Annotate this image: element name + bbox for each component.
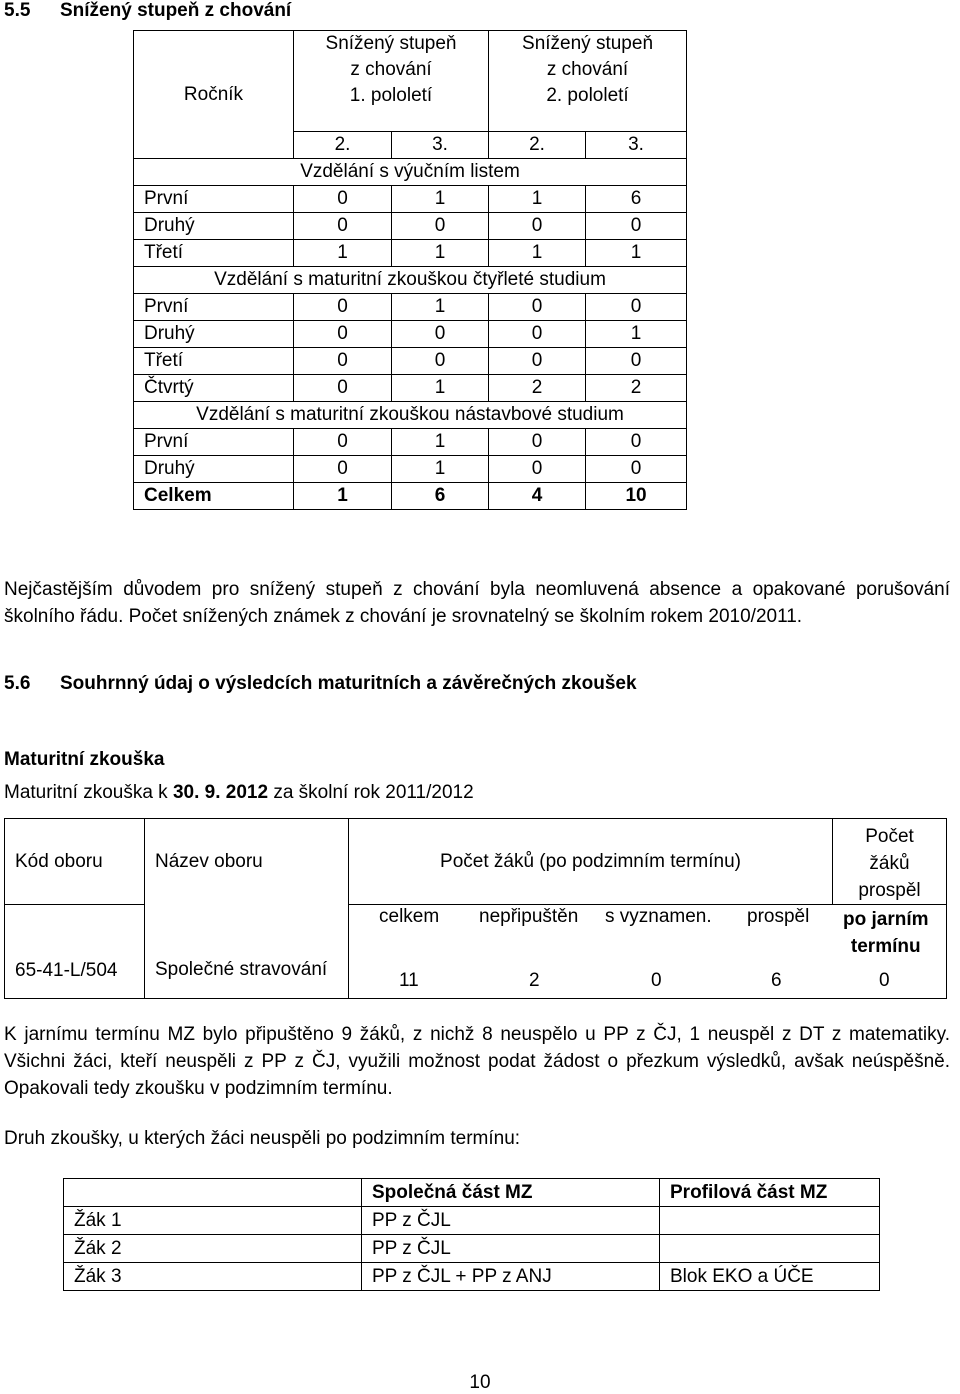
row-value: 0: [392, 348, 489, 375]
header-pocet-zaku: Počet žáků (po podzimním termínu): [349, 819, 833, 905]
section-title: Snížený stupeň z chování: [60, 0, 292, 21]
row-value: 1: [392, 186, 489, 213]
table-row: [134, 375, 687, 402]
row-value: 1: [392, 375, 489, 402]
category-row: [134, 267, 687, 294]
value-celkem: 11: [399, 970, 419, 991]
header-cell: Společná část MZ: [362, 1179, 660, 1207]
row-value: 2: [489, 375, 586, 402]
row-value: 1: [392, 456, 489, 483]
maturita-date-suffix: za školní rok 2011/2012: [268, 782, 474, 803]
total-value: 10: [586, 483, 687, 510]
total-value: 4: [489, 483, 586, 510]
row-value: 0: [489, 213, 586, 240]
row-value: 0: [489, 456, 586, 483]
header-first-half-line1: Snížený stupeň: [325, 33, 457, 54]
row-value: 1: [489, 186, 586, 213]
section-number: 5.5: [4, 0, 31, 21]
row-label: Druhý: [134, 213, 294, 240]
row-label: Třetí: [134, 240, 294, 267]
table-row: [134, 186, 687, 213]
header-cell: Profilová část MZ: [660, 1179, 880, 1207]
row-label: První: [134, 429, 294, 456]
sub-po-jarnim-line1: po jarním: [843, 909, 929, 930]
category-title: Vzdělání s maturitní zkouškou nástavbové studium: [134, 402, 687, 429]
row-label: První: [134, 186, 294, 213]
row-value: 0: [489, 429, 586, 456]
table-row: [134, 213, 687, 240]
table-cell: PP z ČJL + PP z ANJ: [362, 1263, 660, 1291]
results-cell: [349, 905, 947, 999]
section-title: Souhrnný údaj o výsledcích maturitních a závěrečných zkoušek: [60, 673, 637, 694]
table-cell: [660, 1235, 880, 1263]
table-row: [134, 348, 687, 375]
row-value: 0: [294, 375, 392, 402]
maturita-date-prefix: Maturitní zkouška k: [4, 782, 173, 803]
paragraph-spring-term: K jarnímu termínu MZ bylo připuštěno 9 žáků, z nichž 8 neuspělo u PP z ČJ, 1 neuspěl z DT z matematiky. Všichni žáci, kteří neuspěli z PP z ČJ, využili možnost podat žádost o přezkum výsledků, avšak neúspěšně. Opakovali tedy zkoušku v podzimním termínu.: [4, 1024, 950, 1099]
sub-vyznamen: s vyznamen.: [605, 906, 712, 927]
failed-exams-table: [63, 1178, 880, 1291]
row-value: 1: [392, 294, 489, 321]
row-value: 0: [489, 294, 586, 321]
behaviour-grade-table: [133, 30, 687, 510]
row-value: 0: [392, 213, 489, 240]
sub-prospel: prospěl: [747, 906, 810, 927]
table-row: [64, 1235, 880, 1263]
row-value: 1: [392, 240, 489, 267]
row-value: 0: [294, 348, 392, 375]
table-row: [134, 240, 687, 267]
row-value: 0: [294, 456, 392, 483]
row-label: Druhý: [134, 321, 294, 348]
subheader-cell: 3.: [586, 132, 687, 159]
header-first-half-line2: z chování: [350, 59, 432, 80]
row-value: 6: [586, 186, 687, 213]
header-rocnik: Ročník: [134, 31, 294, 159]
header-prospel: [833, 819, 947, 905]
section-number: 5.6: [4, 673, 31, 694]
table-row: [134, 456, 687, 483]
row-value: 0: [294, 186, 392, 213]
row-value: 1: [586, 321, 687, 348]
value-prospel: 6: [771, 970, 782, 991]
behaviour-table-body: [134, 159, 687, 510]
header-kod-oboru: Kód oboru: [5, 819, 145, 905]
paragraph-exam-types: Druh zkoušky, u kterých žáci neuspěli po podzimním termínu:: [4, 1128, 521, 1149]
row-value: 1: [294, 240, 392, 267]
row-value: 0: [586, 294, 687, 321]
row-value: 0: [294, 429, 392, 456]
table-row: [64, 1207, 880, 1235]
header-nazev-oboru: Název oboru: [145, 819, 349, 905]
sub-nepripusten: nepřipuštěn: [479, 906, 579, 927]
category-title: Vzdělání s výučním listem: [134, 159, 687, 186]
row-value: 2: [586, 375, 687, 402]
row-label: První: [134, 294, 294, 321]
table-cell: PP z ČJL: [362, 1207, 660, 1235]
table-cell: Žák 2: [64, 1235, 362, 1263]
paragraph-reason: Nejčastějším důvodem pro snížený stupeň z chování byla neomluvená absence a opakované porušování školního řádu. Počet snížených známek z chování je srovnatelný se školním rokem 2010/2011.: [4, 579, 950, 627]
value-nepripusten: 2: [529, 970, 540, 991]
row-value: 0: [392, 321, 489, 348]
total-value: 6: [392, 483, 489, 510]
value-po-jarnim: 0: [879, 970, 890, 991]
failed-exams-body: [64, 1179, 880, 1291]
header-second-half-line3: 2. pololetí: [546, 85, 629, 106]
subheader-cell: 2.: [489, 132, 586, 159]
table-row: [64, 1263, 880, 1291]
table-cell: [660, 1207, 880, 1235]
row-value: 0: [586, 213, 687, 240]
value-vyznamen: 0: [651, 970, 662, 991]
header-prospel-line1: Počet žáků: [865, 826, 914, 874]
row-value: 1: [489, 240, 586, 267]
table-cell: Žák 3: [64, 1263, 362, 1291]
row-value: 0: [489, 321, 586, 348]
maturita-results-table: [4, 818, 947, 999]
header-first-half: [294, 31, 489, 132]
sub-po-jarnim: [843, 906, 929, 960]
table-row: [134, 429, 687, 456]
row-value: 0: [294, 294, 392, 321]
row-kod-oboru: 65-41-L/504: [5, 905, 145, 999]
subheader-cell: 2.: [294, 132, 392, 159]
row-value: 1: [392, 429, 489, 456]
row-label: Čtvrtý: [134, 375, 294, 402]
table-cell: Blok EKO a ÚČE: [660, 1263, 880, 1291]
row-value: 0: [586, 429, 687, 456]
total-value: 1: [294, 483, 392, 510]
table-row: [134, 321, 687, 348]
sub-po-jarnim-line2: termínu: [850, 936, 921, 957]
table-cell: Žák 1: [64, 1207, 362, 1235]
table-header-row: [64, 1179, 880, 1207]
category-row: [134, 159, 687, 186]
row-value: 0: [294, 321, 392, 348]
header-prospel-line2: prospěl: [858, 880, 921, 901]
header-first-half-line3: 1. pololetí: [349, 85, 433, 106]
category-title: Vzdělání s maturitní zkouškou čtyřleté studium: [134, 267, 687, 294]
total-label: Celkem: [134, 483, 294, 510]
row-value: 1: [586, 240, 687, 267]
row-value: 0: [294, 213, 392, 240]
maturita-date-line: [4, 782, 474, 804]
row-label: Druhý: [134, 456, 294, 483]
row-value: 0: [586, 348, 687, 375]
total-row: [134, 483, 687, 510]
table-cell: PP z ČJL: [362, 1235, 660, 1263]
row-value: 0: [586, 456, 687, 483]
row-value: 0: [489, 348, 586, 375]
page-number: 10: [469, 1372, 491, 1393]
sub-celkem: celkem: [379, 906, 440, 927]
maturita-date: 30. 9. 2012: [172, 782, 269, 803]
row-label: Třetí: [134, 348, 294, 375]
header-second-half-line1: Snížený stupeň: [522, 33, 654, 54]
subheader-cell: 3.: [392, 132, 489, 159]
row-nazev-oboru: Společné stravování: [145, 905, 349, 999]
header-second-half: [489, 31, 687, 132]
maturita-heading: Maturitní zkouška: [4, 749, 165, 770]
header-second-half-line2: z chování: [546, 59, 629, 80]
header-cell: [64, 1179, 362, 1207]
table-row: [134, 294, 687, 321]
category-row: [134, 402, 687, 429]
